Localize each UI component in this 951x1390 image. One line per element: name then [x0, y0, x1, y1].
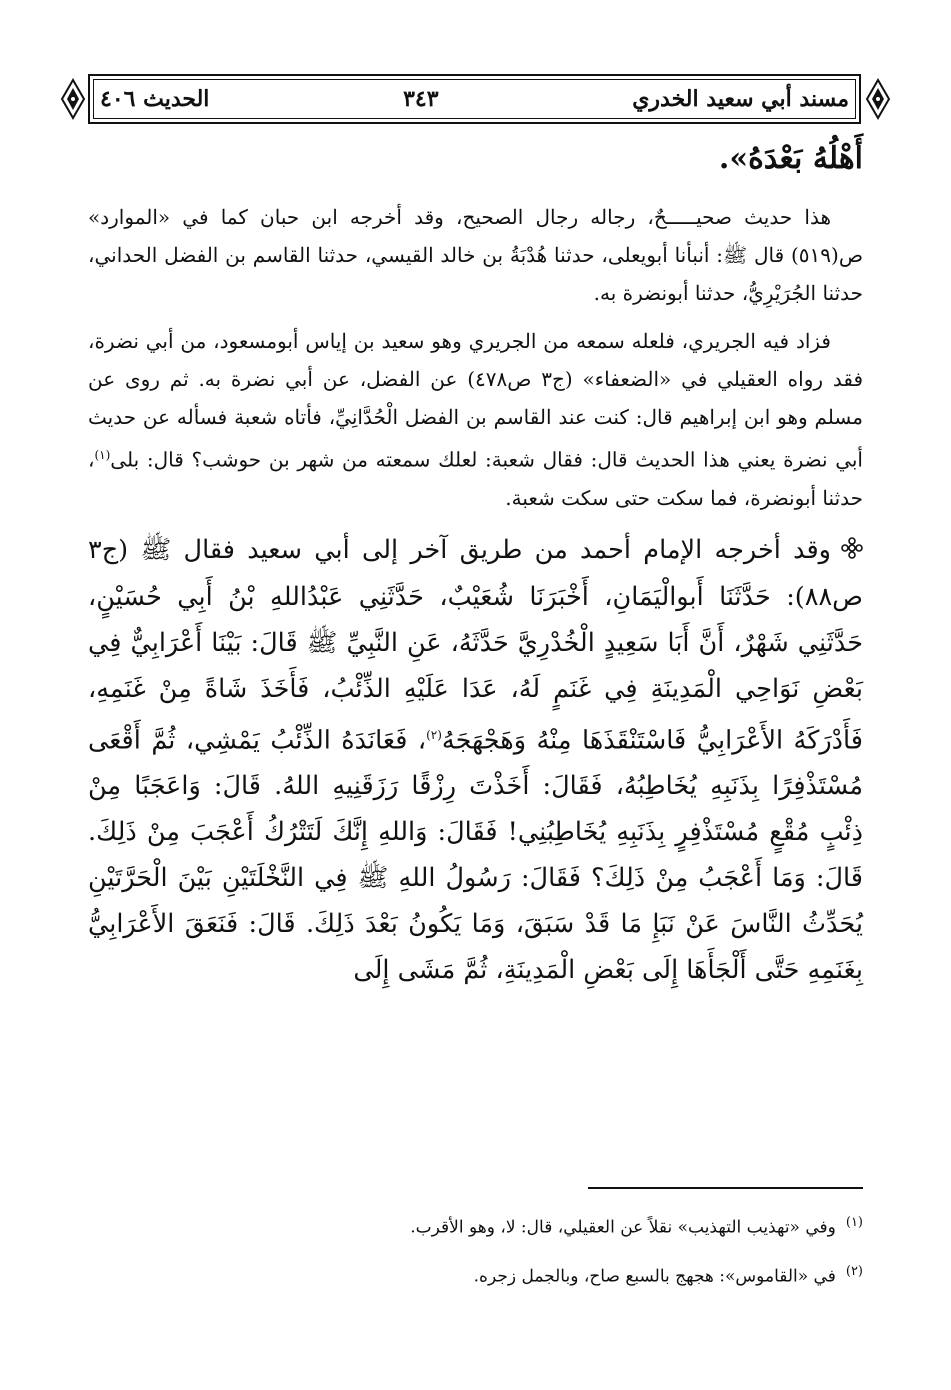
footnote-text: في «القاموس»: هجهج بالسبع صاح، وبالجمل زجره.	[473, 1266, 836, 1287]
ornament-left-icon	[60, 78, 86, 120]
commentary-paragraph	[88, 322, 863, 517]
footnotes	[88, 1208, 863, 1305]
commentary-paragraph: هذا حديث صحيـــــحٌ، رجاله رجال الصحيح، وقد أخرجه ابن حبان كما في «الموارد» ص(٥١٩) قال ﷺ: أنبأنا أبويعلى، حدثنا هُدْبَةُ بن خالد القيسي، حدثنا القاسم بن الفضل الحداني، حدثنا الجُرَيْرِيُّ، حدثنا أبونضرة به.	[88, 205, 863, 305]
main-text	[88, 136, 863, 993]
hadith-intro: وقد أخرجه الإمام أحمد من طريق آخر إلى أبي سعيد فقال ﷺ	[140, 534, 831, 565]
footnote-separator	[588, 1187, 863, 1189]
footnote-number: (١)	[845, 1215, 863, 1230]
flower-ornament-icon	[841, 528, 863, 574]
running-header	[88, 74, 861, 124]
footnote-text: وفي «تهذيب التهذيب» نقلاً عن العقيلي، قال: لا، وهو الأقرب.	[410, 1217, 836, 1238]
footnote	[88, 1208, 863, 1243]
footnote	[88, 1257, 863, 1292]
book-title: مسند أبي سعيد الخدري	[632, 86, 849, 112]
hadith-body: (ج٣ ص٨٨): حَدَّثَنَا أَبوالْيَمَانِ، أَخْبَرَنَا شُعَيْبٌ، حَدَّثَنِي عَبْدُاللهِ بْنُ أَبِي حُسَيْنٍ، حَدَّثَنِي شَهْرٌ، أَنَّ أَبَا سَعِيدٍ الْخُدْرِيَّ حَدَّثَهُ، عَنِ النَّبِيِّ ﷺ قَالَ: بَيْنَا أَعْرَابِيٌّ فِي بَعْضِ نَوَاحِي الْمَدِينَةِ فِي غَنَمٍ لَهُ، عَدَا عَلَيْهِ الذِّئْبُ، فَأَخَذَ شَاةً مِنْ غَنَمِهِ، فَأَدْرَكَهُ الأَعْرَابِيُّ فَاسْتَنْقَذَهَا مِنْهُ وَهَجْهَجَهُ	[88, 534, 863, 756]
paragraph-text: فزاد فيه الجريري، فلعله سمعه من الجريري وهو سعيد بن إياس أبومسعود، من أبي نضرة، فقد رواه العقيلي في «الضعفاء» (ج٣ ص٤٧٨) عن الفضل، عن أبي نضرة به. ثم روى عن مسلم وهو ابن إبراهيم قال: كنت عند القاسم بن الفضل الْحُدَّانِيِّ، فأتاه شعبة فسأله عن حديث أبي نضرة يعني هذا الحديث قال: فقال شعبة: لعلك سمعته من شهر بن حوشب؟ قال: بلى	[88, 329, 864, 472]
continuation-text: أَهْلُهُ بَعْدَهُ».	[718, 141, 863, 176]
footnote-number: (٢)	[845, 1263, 863, 1279]
hadith-label: الحديث ٤٠٦	[100, 86, 210, 112]
hadith-body: ، فَعَانَدَهُ الذِّئْبُ يَمْشِي، ثُمَّ أَقْعَى مُسْتَذْفِرًا بِذَنَبِهِ يُخَاطِبُهُ، فَقَالَ: أَخَذْتَ رِزْقًا رَزَقَنِيهِ اللهُ. قَالَ: وَاعَجَبًا مِنْ ذِئْبٍ مُقْعٍ مُسْتَذْفِرٍ بِذَنَبِهِ يُخَاطِبُنِي! فَقَالَ: وَاللهِ إِنَّكَ لَتَتْرُكُ أَعْجَبَ مِنْ ذَلِكَ. قَالَ: وَمَا أَعْجَبُ مِنْ ذَلِكَ؟ فَقَالَ: رَسُولُ اللهِ ﷺ فِي النَّخْلَتَيْنِ بَيْنَ الْحَرَّتَيْنِ يُحَدِّثُ النَّاسَ عَنْ نَبَإِ مَا قَدْ سَبَقَ، وَمَا يَكُونُ بَعْدَ ذَلِكَ. قَالَ: فَنَعَقَ الأَعْرَابِيُّ بِغَنَمِهِ حَتَّى أَلْجَأَهَا إِلَى بَعْضِ الْمَدِينَةِ، ثُمَّ مَشَى إِلَى	[88, 725, 863, 986]
ornament-right-icon	[865, 78, 891, 120]
page-number: ٣٤٣	[403, 86, 439, 112]
footnote-ref[interactable]: (١)	[94, 448, 111, 462]
paragraph-text: ، حدثنا أبونضرة، فما سكت حتى سكت شعبة.	[88, 447, 863, 510]
footnote-ref[interactable]: (٢)	[426, 727, 442, 742]
hadith-text	[88, 527, 863, 994]
